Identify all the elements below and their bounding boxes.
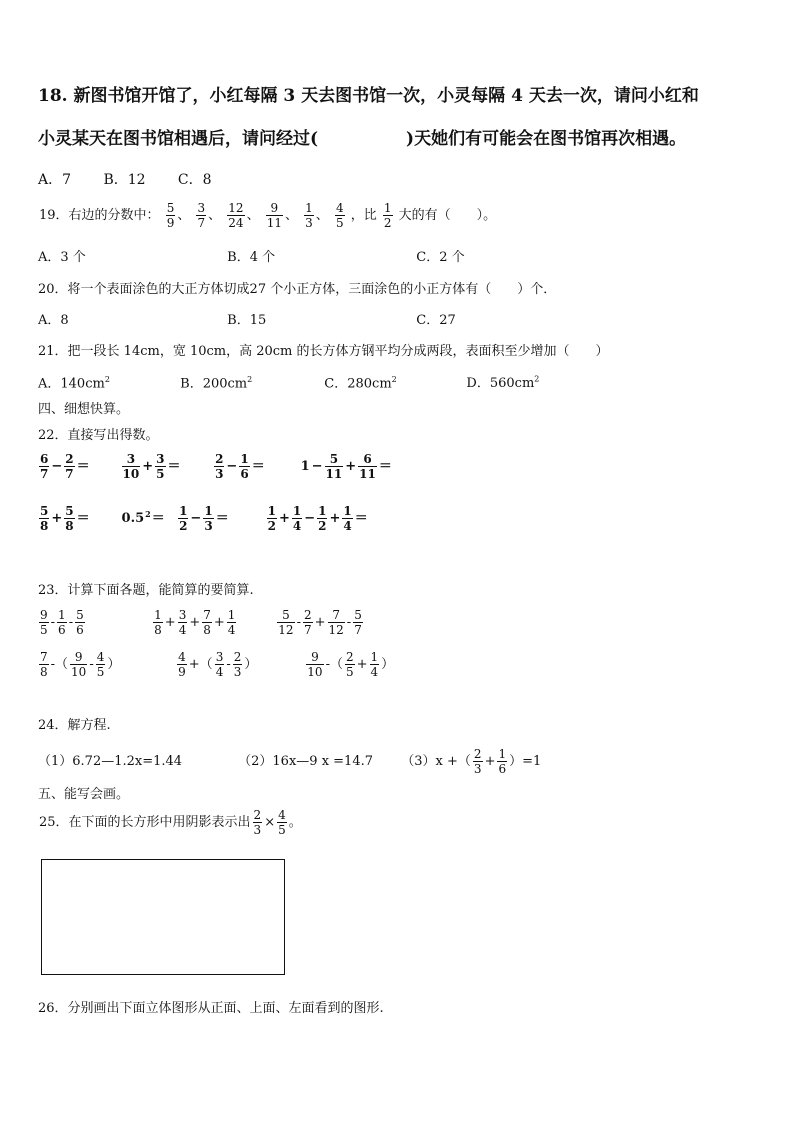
math-operator: - xyxy=(226,657,231,672)
numerator: 4 xyxy=(335,201,344,215)
math-operator: + xyxy=(356,657,368,672)
fraction xyxy=(215,650,225,679)
math-operator: 大的有（ ）。 xyxy=(398,208,497,223)
math-operator: + xyxy=(484,754,496,769)
fraction xyxy=(267,504,277,533)
math-operator: +（ xyxy=(188,657,213,672)
denominator: 2 xyxy=(383,216,392,230)
numerator: 1 xyxy=(227,608,236,622)
denominator: 5 xyxy=(345,665,354,679)
q24-equations xyxy=(38,747,542,776)
denominator: 4 xyxy=(178,623,187,637)
fraction xyxy=(306,650,323,679)
fraction xyxy=(214,452,224,481)
math-operator: + xyxy=(278,511,290,526)
math-operator: 、 xyxy=(315,208,329,223)
superscript: 2 xyxy=(534,375,540,384)
fraction xyxy=(304,201,314,230)
math-operator: − xyxy=(226,459,238,474)
denominator: 7 xyxy=(65,467,74,481)
denominator: 6 xyxy=(498,762,507,776)
math-operator: 19．右边的分数中： xyxy=(39,208,160,223)
q21-option-a: A．$140cm^2$ xyxy=(38,375,110,392)
numerator: 4 xyxy=(178,650,186,664)
math-operator: + xyxy=(142,459,154,474)
numerator: 9 xyxy=(266,201,283,216)
fraction xyxy=(292,504,302,533)
numerator: 4 xyxy=(96,650,105,664)
q18-option-b: B．12 xyxy=(103,172,146,188)
section-4-heading: 四、细想快算。 xyxy=(38,402,130,417)
superscript: 2 xyxy=(391,375,397,384)
fraction xyxy=(317,504,327,533)
q19-option-b: B．4 个 xyxy=(227,250,276,265)
q20-option-a: A．8 xyxy=(38,313,69,328)
numerator: 1 xyxy=(240,452,249,466)
fraction xyxy=(239,452,249,481)
math-operator: 0.5 xyxy=(121,511,145,526)
math-operator: ＝ xyxy=(167,459,181,474)
denominator: 4 xyxy=(343,519,352,533)
numerator: 3 xyxy=(156,452,165,466)
q23-title: 23．计算下面各题，能简算的要简算. xyxy=(38,583,254,598)
denominator: 12 xyxy=(328,623,344,637)
numerator: 1 xyxy=(154,608,162,622)
q21-question: 21．把一段长 14cm，宽 10cm，高 20cm 的长方体方钢平均分成两段，表面积至少增加（ ） xyxy=(38,344,609,359)
math-operator: -（ xyxy=(325,657,343,672)
numerator: 3 xyxy=(215,650,224,664)
math-operator: + xyxy=(51,511,63,526)
math-operator: ＝ xyxy=(76,511,90,526)
denominator: 8 xyxy=(40,519,49,533)
numerator: 9 xyxy=(40,608,48,622)
numerator: 2 xyxy=(233,650,242,664)
numerator: 5 xyxy=(65,504,74,518)
numerator: 7 xyxy=(203,608,211,622)
q22-row-2 xyxy=(38,504,369,533)
superscript: 2 xyxy=(104,375,110,384)
numerator: 3 xyxy=(122,452,141,467)
denominator: 2 xyxy=(318,519,327,533)
denominator: 11 xyxy=(325,467,343,481)
q26-question: 26．分别画出下面立体图形从正面、上面、左面看到的图形. xyxy=(38,1001,384,1016)
numerator: 3 xyxy=(178,608,187,622)
numerator: 6 xyxy=(40,452,49,466)
math-operator: − xyxy=(51,459,63,474)
q21-option-c: C．$280cm^2$ xyxy=(324,375,397,392)
math-operator: 、 xyxy=(177,208,191,223)
numerator: 1 xyxy=(58,608,66,622)
fraction xyxy=(64,504,74,533)
q18-line2: 小灵某天在图书馆相遇后，请问经过( )天她们有可能会在图书馆再次相遇。 xyxy=(38,129,687,149)
q24-eq-2: （2）16x—9 x =14.7 xyxy=(238,754,373,769)
section-5-heading: 五、能写会画。 xyxy=(38,787,130,802)
denominator: 9 xyxy=(178,665,186,679)
numerator: 5 xyxy=(40,504,49,518)
denominator: 10 xyxy=(71,665,87,679)
q20-option-b: B．15 xyxy=(227,313,267,328)
fraction xyxy=(233,650,243,679)
numerator: 5 xyxy=(325,452,344,467)
numerator: 7 xyxy=(40,650,48,664)
fraction xyxy=(345,650,355,679)
fraction xyxy=(177,650,187,679)
drawing-rectangle[interactable] xyxy=(41,859,285,975)
numerator: 5 xyxy=(354,608,362,622)
numerator: 2 xyxy=(215,452,224,466)
fraction xyxy=(122,452,141,481)
denominator: 3 xyxy=(233,665,242,679)
numerator: 2 xyxy=(303,608,312,622)
superscript: 2 xyxy=(145,508,151,519)
denominator: 4 xyxy=(292,519,302,533)
numerator: 2 xyxy=(253,808,262,822)
denominator: 5 xyxy=(96,665,105,679)
q20-option-c: C．27 xyxy=(416,313,456,328)
q18-options xyxy=(38,173,212,187)
denominator: 2 xyxy=(267,519,276,533)
fraction xyxy=(253,808,263,837)
fraction xyxy=(227,201,244,230)
q25-question xyxy=(38,808,303,837)
numerator: 6 xyxy=(358,452,377,467)
numerator: 12 xyxy=(228,201,244,215)
math-operator: - xyxy=(346,615,352,630)
math-operator: - xyxy=(68,615,74,630)
fraction xyxy=(39,650,49,679)
fraction xyxy=(383,201,393,230)
math-operator: 25．在下面的长方形中用阴影表示出 xyxy=(39,815,251,830)
numerator: 1 xyxy=(305,201,313,215)
fraction xyxy=(370,650,380,679)
fraction xyxy=(473,747,483,776)
math-operator: ） xyxy=(107,657,121,672)
denominator: 7 xyxy=(354,623,362,637)
fraction xyxy=(328,608,345,637)
q19-options xyxy=(38,251,465,264)
fraction xyxy=(277,608,294,637)
numerator: 2 xyxy=(345,650,354,664)
math-operator: ＝ xyxy=(251,459,265,474)
fraction xyxy=(64,452,74,481)
denominator: 5 xyxy=(40,623,48,637)
numerator: 5 xyxy=(277,608,294,623)
fraction xyxy=(155,452,165,481)
numerator: 5 xyxy=(76,608,84,622)
numerator: 9 xyxy=(70,650,87,665)
fraction xyxy=(39,608,49,637)
fraction xyxy=(202,608,212,637)
math-operator: ＝ xyxy=(215,511,229,526)
denominator: 3 xyxy=(215,467,224,481)
fraction xyxy=(75,608,85,637)
denominator: 4 xyxy=(370,665,379,679)
math-operator: ＝ xyxy=(76,459,90,474)
math-operator: ＝ xyxy=(354,511,368,526)
denominator: 8 xyxy=(65,519,74,533)
denominator: 8 xyxy=(203,623,211,637)
fraction xyxy=(57,608,67,637)
fraction xyxy=(196,201,206,230)
denominator: 6 xyxy=(76,623,84,637)
denominator: 24 xyxy=(228,216,244,230)
fraction xyxy=(277,808,287,837)
math-operator: ＝ xyxy=(378,459,392,474)
denominator: 6 xyxy=(240,467,249,481)
superscript: 2 xyxy=(247,375,253,384)
math-operator: ）=1 xyxy=(509,754,542,769)
fraction xyxy=(335,201,345,230)
q22-title: 22．直接写出得数。 xyxy=(38,428,159,443)
q19-option-a: A．3 个 xyxy=(38,250,86,265)
numerator: 7 xyxy=(328,608,345,623)
fraction xyxy=(178,504,188,533)
q23-row-2 xyxy=(38,650,395,679)
math-operator: - xyxy=(89,657,94,672)
denominator: 9 xyxy=(166,216,175,230)
fraction xyxy=(325,452,344,481)
denominator: 5 xyxy=(335,216,344,230)
denominator: 6 xyxy=(58,623,66,637)
numerator: 1 xyxy=(383,201,392,215)
denominator: 3 xyxy=(305,216,313,230)
denominator: 11 xyxy=(359,467,376,481)
numerator: 1 xyxy=(318,504,327,518)
numerator: 1 xyxy=(343,504,352,518)
math-operator: 、 xyxy=(246,208,260,223)
fraction xyxy=(39,504,49,533)
q23-row-1 xyxy=(38,608,364,637)
math-operator: + xyxy=(345,459,357,474)
q18-line1: 18. 新图书馆开馆了，小红每隔 3 天去图书馆一次，小灵每隔 4 天去一次，请问小红和 xyxy=(38,86,699,106)
math-operator: + xyxy=(189,615,201,630)
q21-options xyxy=(38,376,539,390)
math-operator: − xyxy=(311,459,323,474)
q19-question xyxy=(38,201,497,230)
q24-eq-3 xyxy=(400,747,542,776)
denominator: 3 xyxy=(253,823,262,837)
math-operator: ） xyxy=(244,657,258,672)
denominator: 3 xyxy=(204,519,213,533)
fraction xyxy=(166,201,176,230)
numerator: 9 xyxy=(306,650,323,665)
math-operator: - xyxy=(50,615,56,630)
math-operator: × xyxy=(264,815,276,830)
denominator: 7 xyxy=(303,623,312,637)
denominator: 10 xyxy=(122,467,140,481)
denominator: 2 xyxy=(179,519,188,533)
denominator: 10 xyxy=(307,665,323,679)
fraction xyxy=(358,452,377,481)
denominator: 11 xyxy=(266,216,282,230)
numerator: 1 xyxy=(204,504,213,518)
math-operator: + xyxy=(329,511,341,526)
math-operator: − xyxy=(190,511,202,526)
fraction xyxy=(153,608,163,637)
fraction xyxy=(497,747,507,776)
fraction xyxy=(353,608,363,637)
fraction xyxy=(178,608,188,637)
denominator: 4 xyxy=(215,665,224,679)
q24-title: 24．解方程. xyxy=(38,718,111,733)
denominator: 3 xyxy=(473,762,482,776)
math-operator: ） xyxy=(381,657,395,672)
q21-option-b: B．$200cm^2$ xyxy=(180,375,253,392)
numerator: 1 xyxy=(370,650,379,664)
numerator: 4 xyxy=(278,808,286,822)
denominator: 7 xyxy=(40,467,49,481)
fraction xyxy=(342,504,352,533)
math-operator: 。 xyxy=(288,815,302,830)
numerator: 1 xyxy=(498,747,507,761)
math-operator: 、 xyxy=(208,208,222,223)
q22-row-1 xyxy=(38,452,393,481)
denominator: 8 xyxy=(154,623,162,637)
denominator: 8 xyxy=(40,665,48,679)
q18-option-a: A．7 xyxy=(38,172,72,188)
q19-option-c: C．2 个 xyxy=(416,250,465,265)
denominator: 5 xyxy=(156,467,165,481)
math-operator: ，比 xyxy=(350,208,377,223)
q21-option-d: D．$560cm^2$ xyxy=(466,375,540,392)
math-operator: - xyxy=(296,615,301,630)
fraction xyxy=(266,201,283,230)
math-operator: + xyxy=(164,615,176,630)
math-operator: + xyxy=(213,615,225,630)
fraction xyxy=(96,650,106,679)
numerator: 3 xyxy=(197,201,206,215)
math-operator: + xyxy=(314,615,326,630)
numerator: 1 xyxy=(267,504,276,518)
fraction xyxy=(227,608,237,637)
denominator: 7 xyxy=(197,216,206,230)
math-operator: − xyxy=(304,511,316,526)
fraction xyxy=(70,650,87,679)
math-operator: （3）x +（ xyxy=(401,754,471,769)
math-operator: 1 xyxy=(300,459,310,474)
q18-option-c: C．8 xyxy=(177,172,212,188)
math-operator: -（ xyxy=(50,657,69,672)
q24-eq-1: （1）6.72—1.2x=1.44 xyxy=(38,754,183,769)
q20-question: 20．将一个表面涂色的大正方体切成27 个小正方体，三面涂色的小正方体有（ ）个． xyxy=(38,282,557,297)
fraction xyxy=(303,608,313,637)
fraction xyxy=(203,504,213,533)
denominator: 4 xyxy=(227,623,236,637)
fraction xyxy=(39,452,49,481)
q20-options xyxy=(38,314,456,327)
denominator: 5 xyxy=(278,823,286,837)
math-operator: 、 xyxy=(285,208,299,223)
numerator: 1 xyxy=(292,504,302,518)
numerator: 2 xyxy=(65,452,74,466)
numerator: 5 xyxy=(166,201,175,215)
numerator: 2 xyxy=(473,747,482,761)
math-operator: ＝ xyxy=(151,511,165,526)
denominator: 12 xyxy=(278,623,294,637)
numerator: 1 xyxy=(179,504,188,518)
